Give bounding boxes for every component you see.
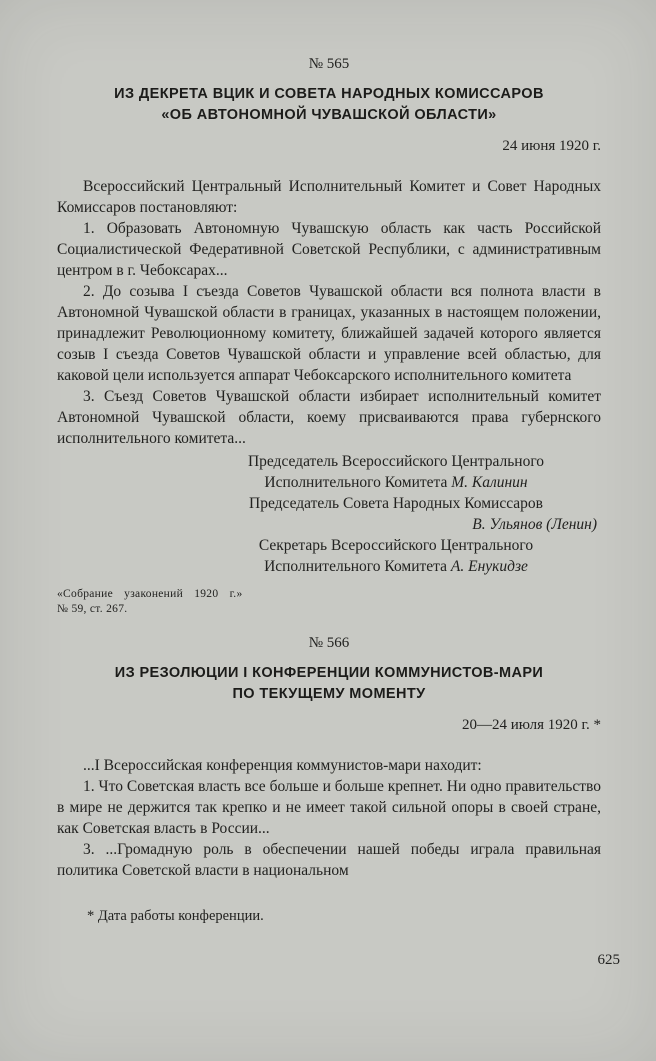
signature-line [165, 556, 627, 577]
source-citation-line-1: «Собрание узаконений 1920 г.» [57, 588, 243, 600]
doc-title [57, 84, 601, 126]
source-citation-line-2: № 59, ст. 267. [57, 603, 128, 615]
signature-role: Председатель Всероссийского Центрального [247, 453, 545, 470]
signature-role: Секретарь Всероссийского Центрального [258, 537, 534, 554]
doc-title-line-2: ПО ТЕКУЩЕМУ МОМЕНТУ [232, 686, 426, 702]
paragraph: 1. Образовать Автономную Чувашскую область как часть Российской Социалистической Федеративной Советской Республики, с административным центром в г. Чебоксарах... [57, 220, 601, 279]
document-566 [57, 633, 601, 881]
paragraph: 3. Съезд Советов Чувашской области избирает исполнительный комитет Автономной Чувашской области, коему присваиваются права губернского исполнительного комитета... [57, 388, 601, 447]
page-number: 625 [597, 952, 620, 968]
signature-name: А. Енукидзе [450, 558, 528, 575]
doc-title [57, 663, 601, 705]
paragraph: 2. До созыва I съезда Советов Чувашской области вся полнота власти в Автономной Чувашской области в границах, указанных в настоящем положении, принадлежит Революционному комитету, ближайшей задачей которого является созыв I съезда Советов Чувашской области и управление всей областью, для каковой цели используется аппарат Чебоксарского исполнительного комитета [57, 283, 601, 384]
doc-title-line-1: ИЗ ДЕКРЕТА ВЦИК И СОВЕТА НАРОДНЫХ КОМИССАРОВ [114, 86, 544, 102]
doc-number: № 565 [308, 56, 350, 72]
paragraph: Всероссийский Центральный Исполнительный Комитет и Совет Народных Комиссаров постановляют: [57, 178, 601, 216]
signature-line [165, 493, 627, 514]
signature-line [165, 535, 627, 556]
signature-line [165, 451, 627, 472]
signature-block [165, 451, 627, 577]
signature-role: Исполнительного Комитета [264, 558, 451, 575]
doc-body [57, 176, 601, 449]
paragraph: ...I Всероссийская конференция коммунистов-мари находит: [83, 757, 482, 774]
doc-number: № 566 [308, 635, 350, 651]
document-565 [57, 54, 601, 617]
signature-line [165, 472, 627, 493]
signature-name: В. Ульянов (Ленин) [472, 516, 597, 533]
paragraph: 3. ...Громадную роль в обеспечении нашей победы играла правильная политика Советской власти в национальном [57, 841, 601, 879]
signature-role: Председатель Совета Народных Комиссаров [249, 495, 543, 512]
signature-line [165, 514, 627, 535]
doc-title-line-1: ИЗ РЕЗОЛЮЦИИ I КОНФЕРЕНЦИИ КОММУНИСТОВ-МАРИ [114, 665, 544, 681]
paragraph: 1. Что Советская власть все больше и больше крепнет. Ни одно правительство в мире не держится так крепко и не имеет такой сильной опоры в своей стране, как Советская власть в России... [57, 778, 601, 837]
footnote: * Дата работы конференции. [87, 908, 264, 924]
source-citation [57, 587, 601, 617]
doc-title-line-2: «ОБ АВТОНОМНОЙ ЧУВАШСКОЙ ОБЛАСТИ» [161, 107, 497, 123]
doc-body [57, 755, 601, 881]
doc-date: 24 июня 1920 г. [502, 138, 601, 154]
doc-date: 20—24 июля 1920 г. * [462, 717, 601, 733]
signature-role: Исполнительного Комитета [264, 474, 452, 491]
signature-name: М. Калинин [451, 474, 528, 491]
